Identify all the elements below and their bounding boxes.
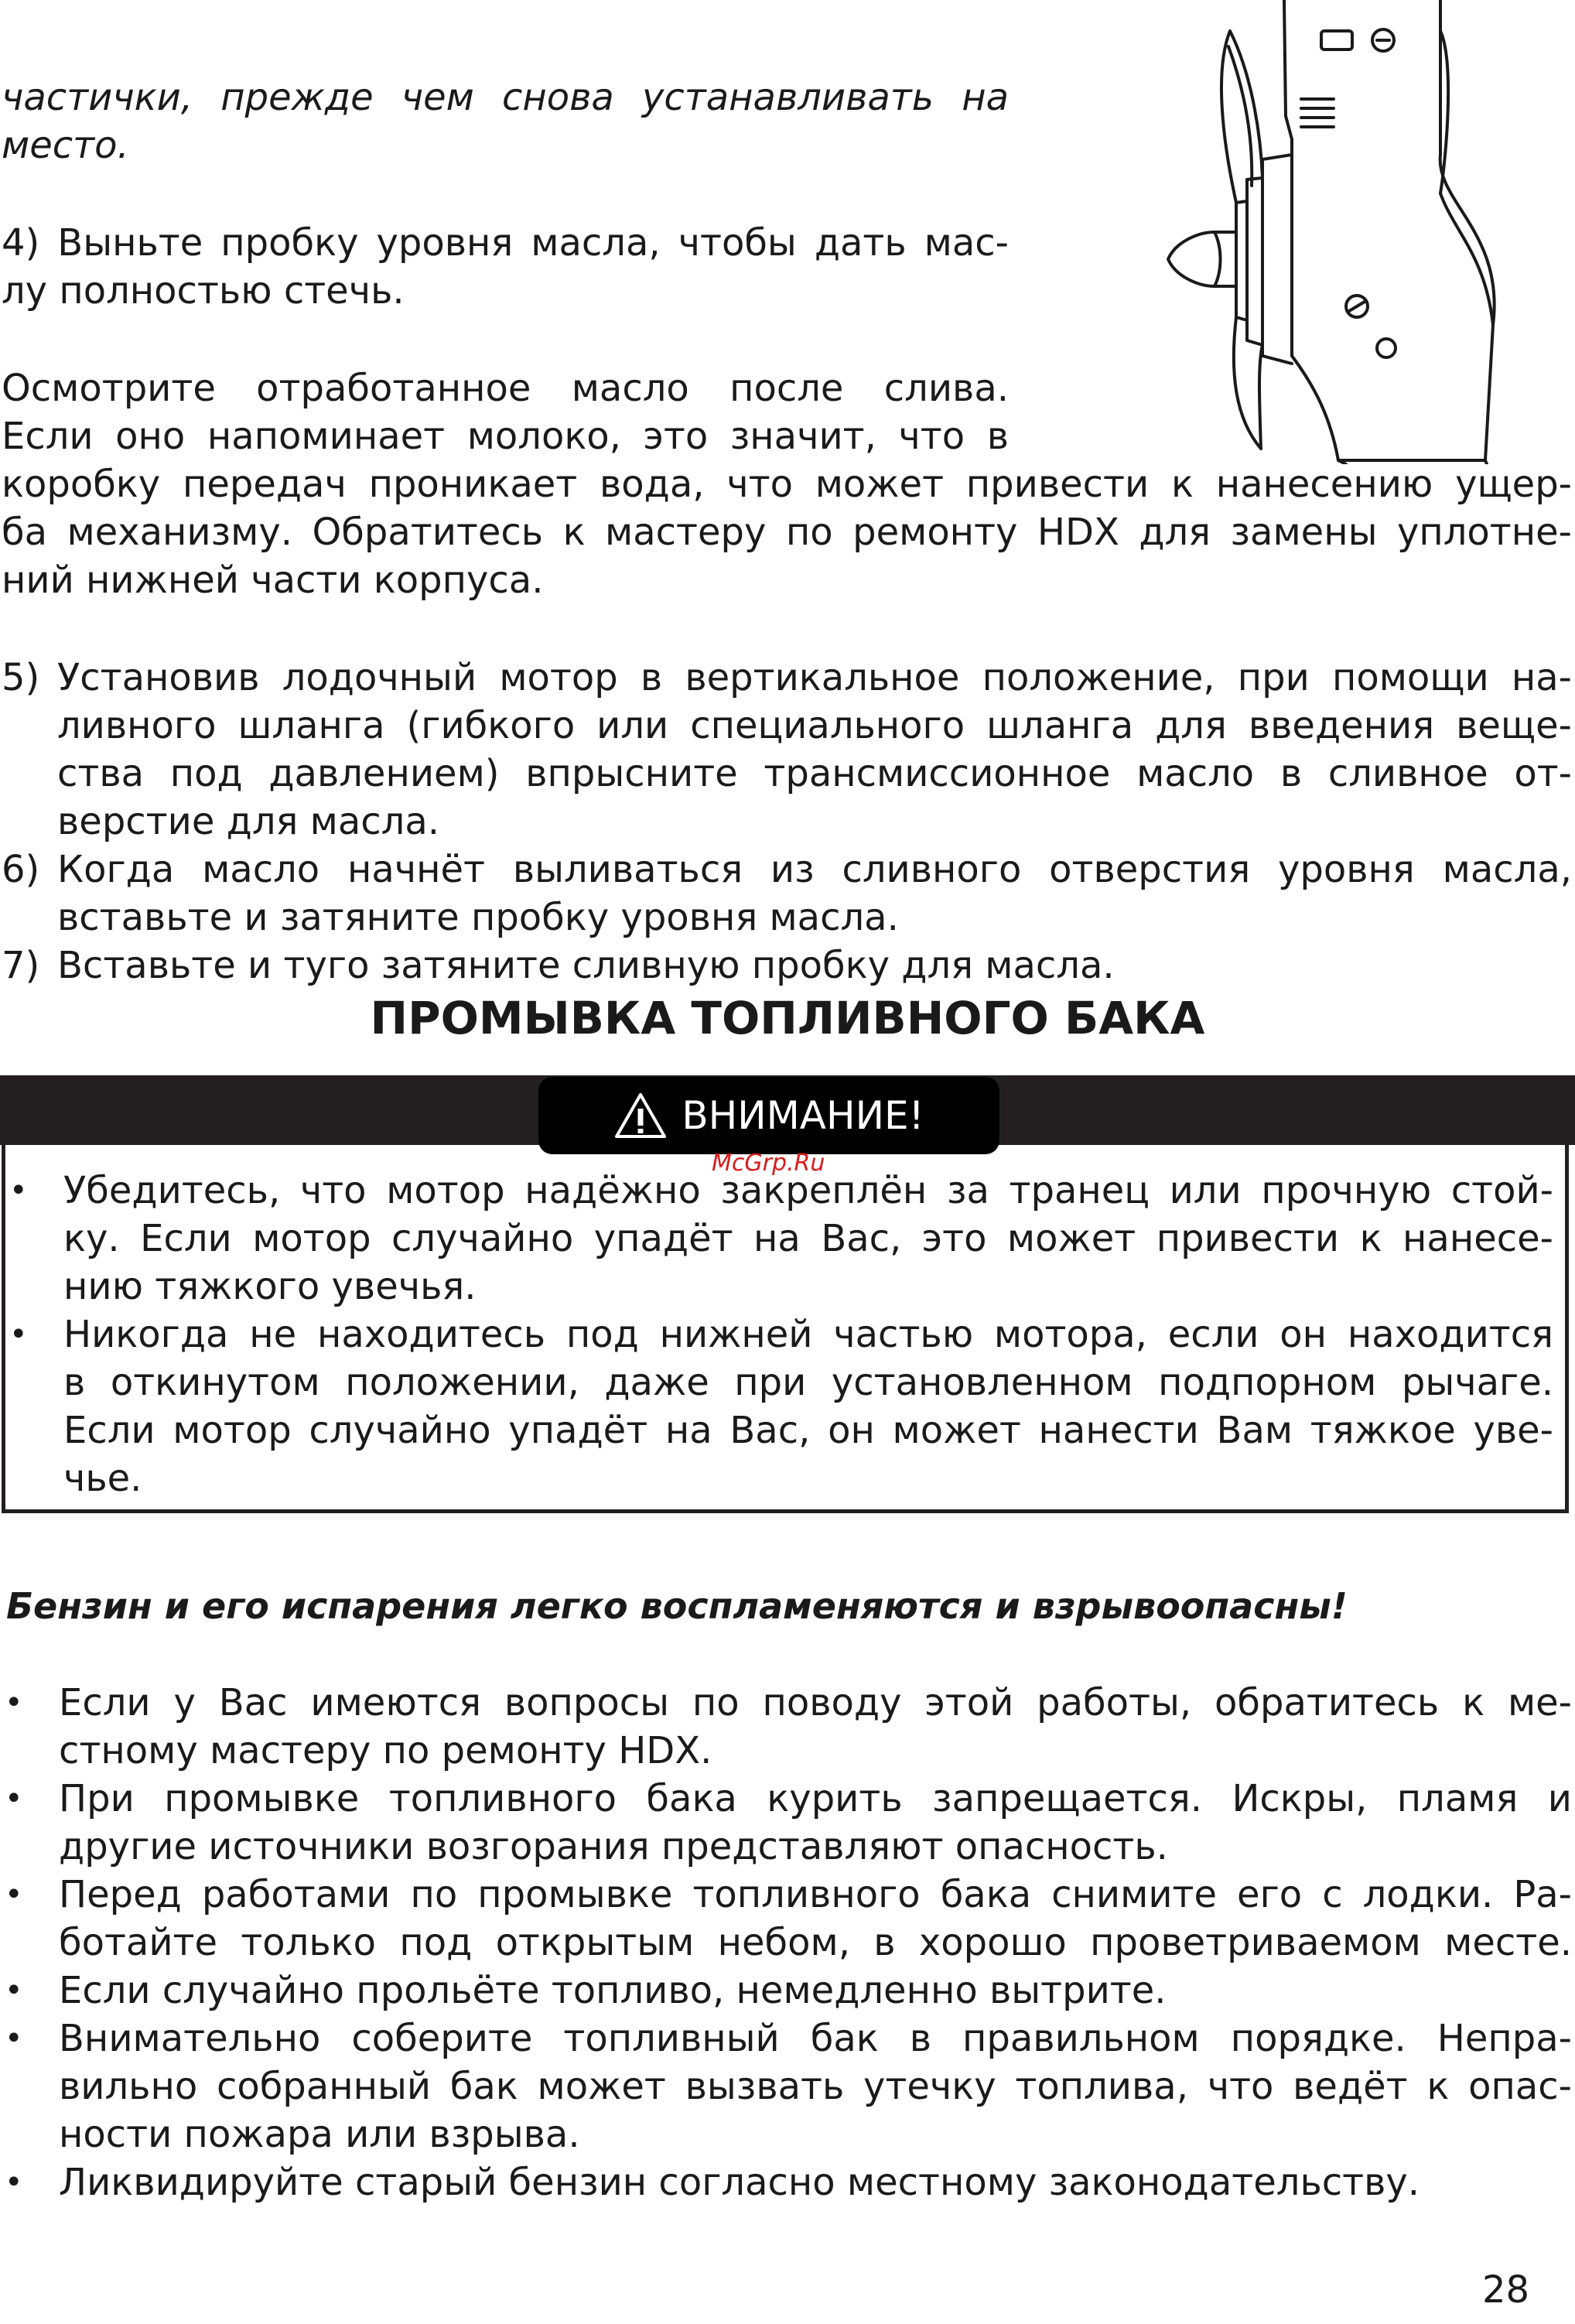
warning-line: нию тяжкого увечья.	[63, 1265, 477, 1308]
bullet: •	[5, 1781, 23, 1816]
step-number: 7)	[2, 944, 40, 987]
warning-line: Убедитесь, что мотор надёжно закреплён за транец или прочную стой-	[63, 1169, 1553, 1212]
fuel-line: ботайте только под открытым небом, в хорошо проветриваемом месте.	[59, 1921, 1572, 1964]
bullet: •	[5, 1973, 23, 2008]
intro-paragraph	[2, 73, 1009, 169]
warning-line: чье.	[63, 1457, 142, 1500]
fuel-item	[2, 1967, 1572, 2015]
step-4-line: лу полностью стечь.	[2, 269, 405, 313]
warning-triangle-icon	[613, 1092, 668, 1140]
bullet: •	[5, 2021, 23, 2056]
bullet: •	[5, 1877, 23, 1912]
fuel-line: другие источники возгорания представляют опасность.	[59, 1825, 1168, 1868]
step-line: Установив лодочный мотор в вертикальное положение, при помощи на-	[57, 656, 1572, 699]
fuel-line: ности пожара или взрыва.	[59, 2113, 580, 2156]
fuel-item	[2, 2158, 1572, 2206]
warning-line: ку. Если мотор случайно упадёт на Вас, это может привести к нанесе-	[63, 1217, 1553, 1260]
step-number: 6)	[2, 848, 40, 891]
fuel-line: При промывке топливного бака курить запрещается. Искры, пламя и	[59, 1777, 1572, 1820]
warning-list	[6, 1167, 1553, 1502]
fuel-item	[2, 1871, 1572, 1967]
step-line: Когда масло начнёт выливаться из сливного отверстия уровня масла,	[57, 848, 1572, 891]
warning-item	[6, 1311, 1553, 1502]
warning-item	[6, 1167, 1553, 1311]
step-item	[2, 942, 1572, 989]
fuel-item	[2, 2015, 1572, 2158]
step-line: вставьте и затяните пробку уровня масла.	[57, 896, 899, 939]
inspection-line: ний нижней части корпуса.	[2, 559, 544, 602]
step-line: ливного шланга (гибкого или специального шланга для введения веще-	[57, 704, 1572, 747]
fuel-item	[2, 1775, 1572, 1871]
bullet: •	[9, 1173, 28, 1208]
inspection-line: коробку передач проникает вода, что может привести к нанесению ущер-	[2, 463, 1572, 506]
fuel-safety-list	[2, 1679, 1572, 2206]
bullet: •	[5, 2165, 23, 2200]
warning-line: Если мотор случайно упадёт на Вас, он может нанести Вам тяжкое уве-	[63, 1409, 1553, 1452]
intro-line: частички, прежде чем снова устанавливать на	[2, 76, 1009, 119]
section-title: ПРОМЫВКА ТОПЛИВНОГО БАКА	[370, 992, 1205, 1044]
step-4-paragraph	[2, 219, 1009, 315]
step-item	[2, 846, 1572, 942]
fuel-warning-heading: Бензин и его испарения легко воспламеняются и взрывоопасны!	[6, 1585, 1348, 1627]
warning-line: Никогда не находитесь под нижней частью мотора, если он находится	[63, 1313, 1553, 1356]
inspection-line: ба механизму. Обратитесь к мастеру по ремонту HDX для замены уплотне-	[2, 511, 1572, 554]
warning-label	[538, 1077, 999, 1154]
step-line: верстие для масла.	[57, 800, 439, 843]
intro-line: место.	[2, 124, 129, 167]
step-number: 5)	[2, 656, 40, 699]
bullet: •	[5, 1685, 23, 1721]
step-line: ства под давлением) впрысните трансмиссионное масло в сливное от-	[57, 752, 1572, 795]
page-number: 28	[1482, 2268, 1530, 2312]
warning-label-text: ВНИМАНИЕ!	[682, 1093, 924, 1138]
inspection-line: Если оно напоминает молоко, это значит, что в	[2, 415, 1009, 458]
outboard-motor-lower-unit-drawing-icon	[1083, 0, 1575, 464]
step-line: Вставьте и туго затяните сливную пробку для масла.	[57, 944, 1115, 987]
fuel-line: Если случайно прольёте топливо, немедленно вытрите.	[59, 1969, 1167, 2012]
step-4-line: 4) Выньте пробку уровня масла, чтобы дать мас-	[2, 221, 1009, 265]
warning-line: в откинутом положении, даже при установленном подпорном рычаге.	[63, 1361, 1553, 1404]
fuel-line: Если у Вас имеются вопросы по поводу этой работы, обратитесь к ме-	[59, 1681, 1572, 1724]
fuel-line: стному мастеру по ремонту HDX.	[59, 1729, 712, 1772]
fuel-item	[2, 1679, 1572, 1775]
fuel-line: Ликвидируйте старый бензин согласно местному законодательству.	[59, 2161, 1420, 2204]
step-item	[2, 654, 1572, 846]
watermark: McGrp.Ru	[712, 1150, 825, 1177]
fuel-line: Перед работами по промывке топливного бака снимите его с лодки. Ра-	[59, 1873, 1572, 1916]
inspection-line: Осмотрите отработанное масло после слива.	[2, 367, 1009, 410]
fuel-line: Внимательно соберите топливный бак в правильном порядке. Непра-	[59, 2017, 1572, 2060]
steps-list	[2, 654, 1572, 989]
fuel-line: вильно собранный бак может вызвать утечку топлива, что ведёт к опас-	[59, 2065, 1572, 2108]
bullet: •	[9, 1317, 28, 1352]
